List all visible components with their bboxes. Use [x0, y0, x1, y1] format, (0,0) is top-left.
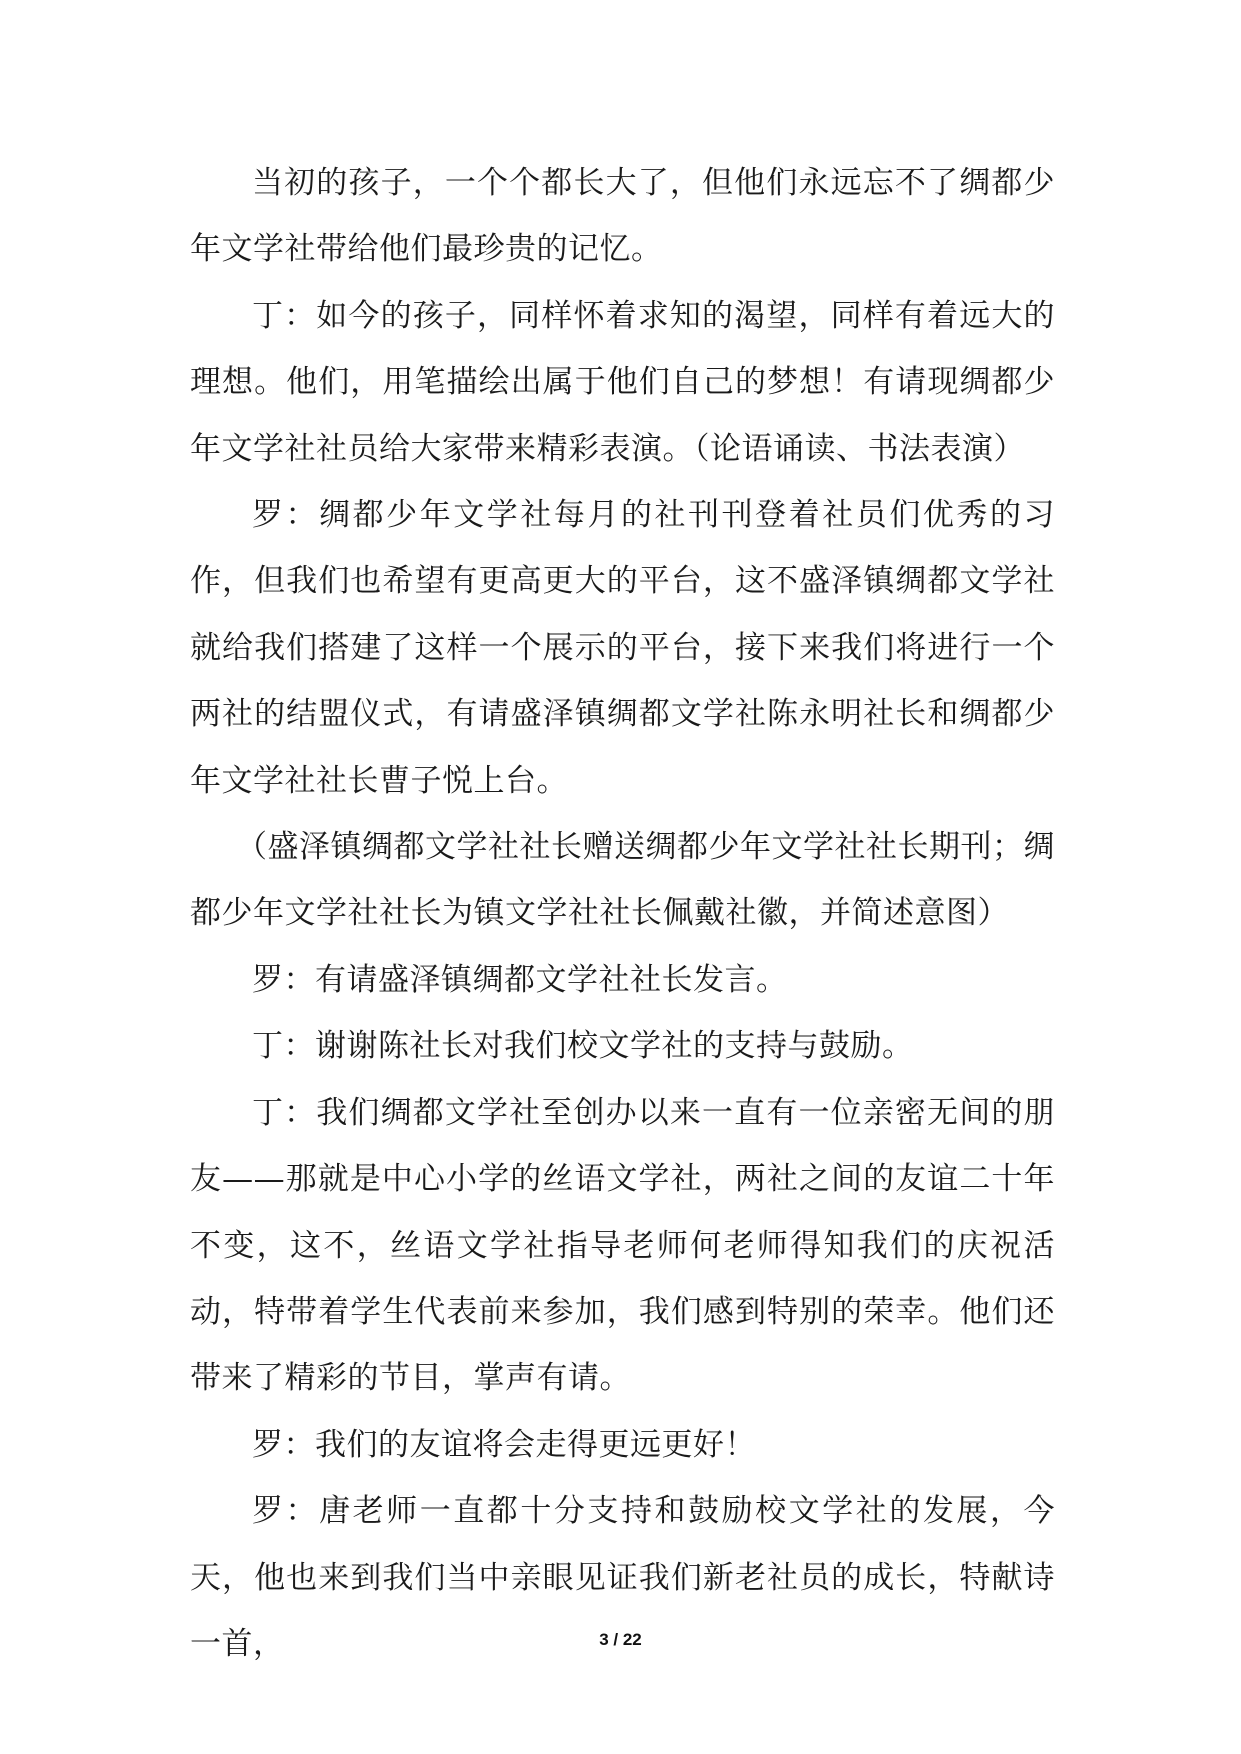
paragraph: 罗：有请盛泽镇绸都文学社社长发言。 — [252, 961, 788, 998]
paragraph: 当初的孩子，一个个都长大了，但他们永远忘不了绸都少年文学社带给他们最珍贵的记忆。 — [190, 165, 1055, 268]
document-body — [190, 150, 1055, 1677]
paragraph: 丁：谢谢陈社长对我们校文学社的支持与鼓励。 — [252, 1028, 914, 1065]
paragraph: （盛泽镇绸都文学社社长赠送绸都少年文学社社长期刊；绸都少年文学社社长为镇文学社社长佩戴社徽，并简述意图） — [190, 829, 1055, 932]
paragraph: 罗：唐老师一直都十分支持和鼓励校文学社的发展，今天，他也来到我们当中亲眼见证我们新老社员的成长，特献诗一首， — [190, 1493, 1055, 1662]
paragraph: 罗：绸都少年文学社每月的社刊刊登着社员们优秀的习作，但我们也希望有更高更大的平台，这不盛泽镇绸都文学社就给我们搭建了这样一个展示的平台，接下来我们将进行一个两社的结盟仪式，有请盛泽镇绸都文学社陈永明社长和绸都少年文学社社长曹子悦上台。 — [190, 497, 1055, 799]
page-number: 3 / 22 — [599, 1630, 642, 1649]
paragraph: 丁：我们绸都文学社至创办以来一直有一位亲密无间的朋友——那就是中心小学的丝语文学社，两社之间的友谊二十年不变，这不，丝语文学社指导老师何老师得知我们的庆祝活动，特带着学生代表前来参加，我们感到特别的荣幸。他们还带来了精彩的节目，掌声有请。 — [190, 1094, 1055, 1397]
paragraph: 丁：如今的孩子，同样怀着求知的渴望，同样有着远大的理想。他们，用笔描绘出属于他们自己的梦想！有请现绸都少年文学社社员给大家带来精彩表演。（论语诵读、书法表演） — [190, 297, 1055, 467]
paragraph: 罗：我们的友谊将会走得更远更好！ — [252, 1426, 756, 1463]
